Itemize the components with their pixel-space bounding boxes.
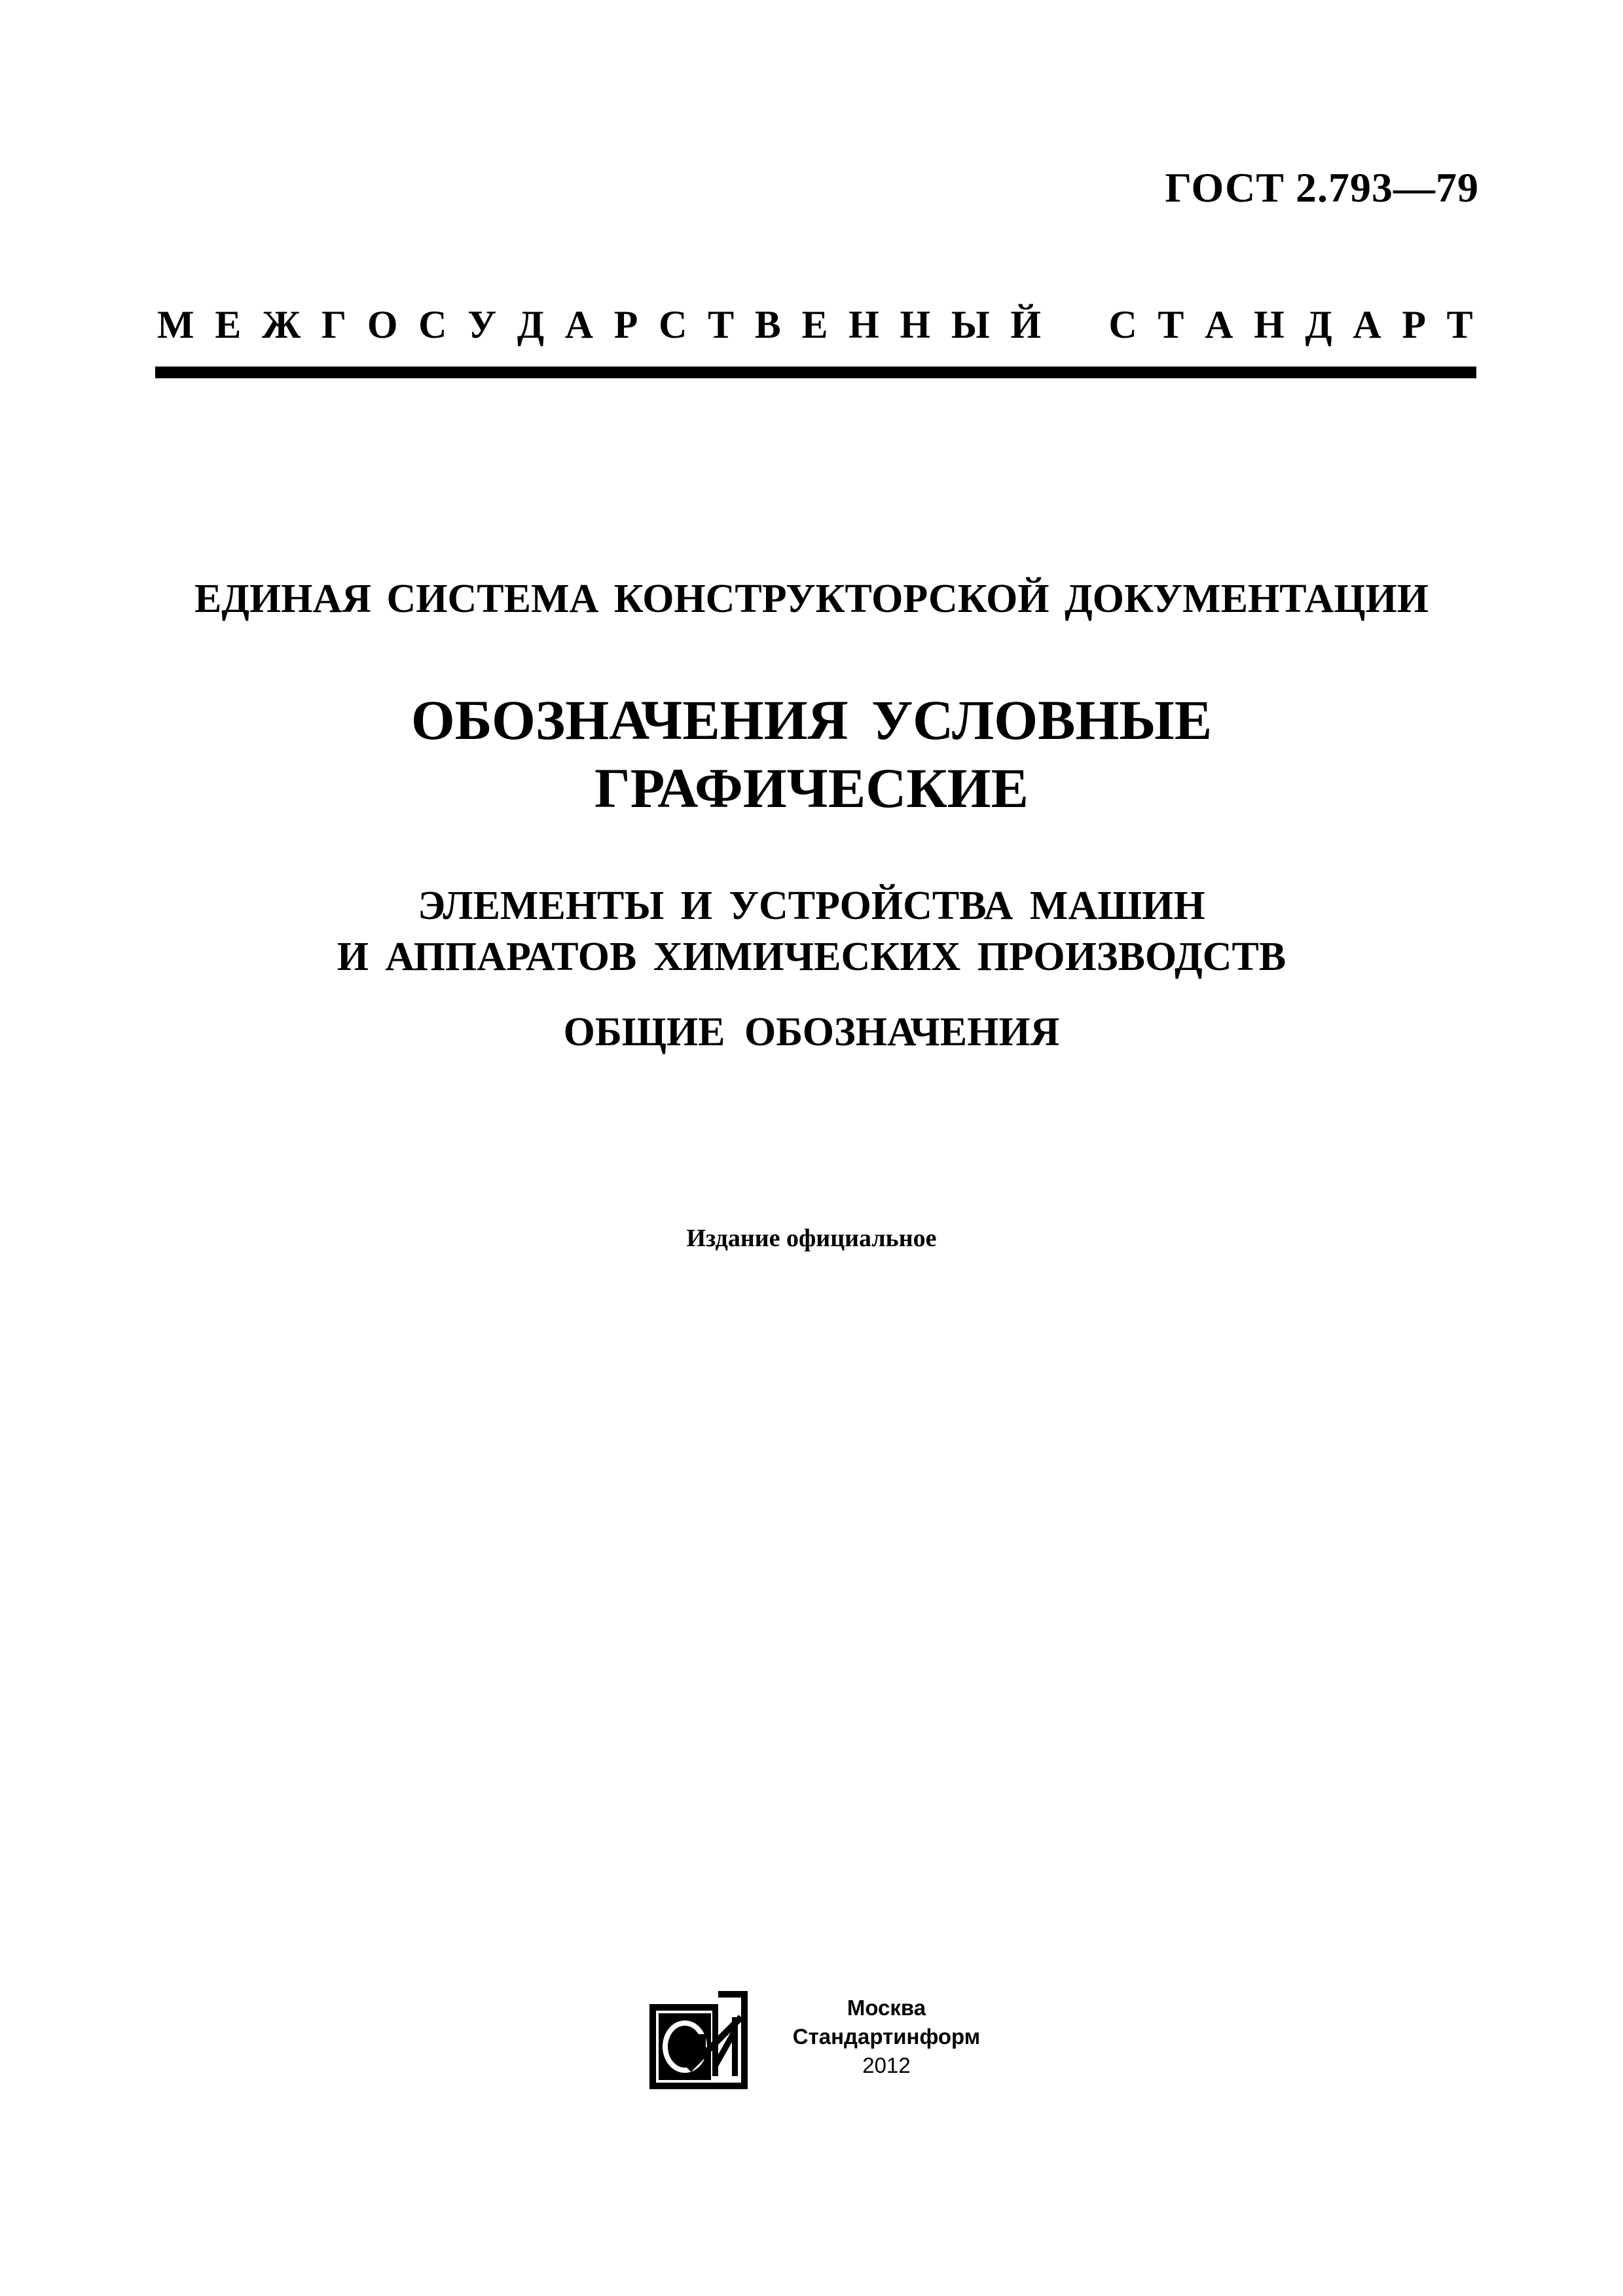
- main-title: [0, 686, 1623, 822]
- subtitle-line1: ЭЛЕМЕНТЫ И УСТРОЙСТВА МАШИН: [418, 884, 1205, 928]
- header-rule: [155, 367, 1476, 378]
- publisher-block: [649, 1991, 1016, 2089]
- common-designations-title: ОБЩИЕ ОБОЗНАЧЕНИЯ: [563, 1010, 1060, 1054]
- standard-type-letter: А: [1205, 303, 1233, 346]
- publisher-city: Москва: [847, 1996, 926, 2020]
- standard-type-letter: Т: [1446, 303, 1473, 346]
- main-title-line2: ГРАФИЧЕСКИЕ: [594, 757, 1029, 819]
- edition-label: Издание официальное: [686, 1225, 937, 1252]
- standard-type-letter: Р: [1402, 303, 1426, 346]
- standard-type-letter: Г: [321, 303, 347, 346]
- standard-type-letter: Н: [848, 303, 879, 346]
- standard-type-letter: Ы: [951, 303, 990, 346]
- standard-type-letter: Р: [613, 303, 638, 346]
- standard-type-letter: М: [157, 303, 194, 346]
- standard-number: ГОСТ 2.793—79: [1165, 164, 1479, 211]
- standartinform-logo-icon: [649, 1991, 748, 2089]
- standard-type-letter: Й: [1010, 303, 1042, 346]
- subtitle-line2: И АППАРАТОВ ХИМИЧЕСКИХ ПРОИЗВОДСТВ: [337, 935, 1286, 979]
- main-title-line1: ОБОЗНАЧЕНИЯ УСЛОВНЫЕ: [410, 689, 1213, 751]
- standard-type-letter: Е: [801, 303, 828, 346]
- standard-type-letter: Н: [1254, 303, 1285, 346]
- standard-type-letter: С: [659, 303, 687, 346]
- standard-type-letter: В: [754, 303, 781, 346]
- standard-type-letter: А: [564, 303, 594, 346]
- standard-type-gap: [1062, 302, 1088, 348]
- publisher-name: Стандартинформ: [792, 2024, 981, 2049]
- standard-type-letter: Ж: [261, 303, 301, 346]
- standard-type-letter: У: [467, 303, 497, 346]
- standard-type-letter: С: [418, 303, 447, 346]
- standard-type-letter: Т: [1158, 303, 1184, 346]
- subtitle: [0, 880, 1623, 982]
- standard-type-letter: Н: [900, 303, 931, 346]
- standard-type-letter: Д: [1305, 303, 1332, 346]
- standard-type-letter: А: [1353, 303, 1381, 346]
- system-title: ЕДИНАЯ СИСТЕМА КОНСТРУКТОРСКОЙ ДОКУМЕНТАЦИИ: [194, 577, 1429, 621]
- standard-type-letter: Д: [517, 303, 545, 346]
- standard-type-heading: [157, 302, 1473, 348]
- publisher-text: [762, 1994, 1011, 2080]
- standard-type-letter: С: [1108, 303, 1137, 346]
- standard-type-letter: Т: [708, 303, 735, 346]
- standard-type-letter: Е: [215, 303, 242, 346]
- standard-type-letter: О: [367, 303, 398, 346]
- publisher-year: 2012: [862, 2053, 911, 2077]
